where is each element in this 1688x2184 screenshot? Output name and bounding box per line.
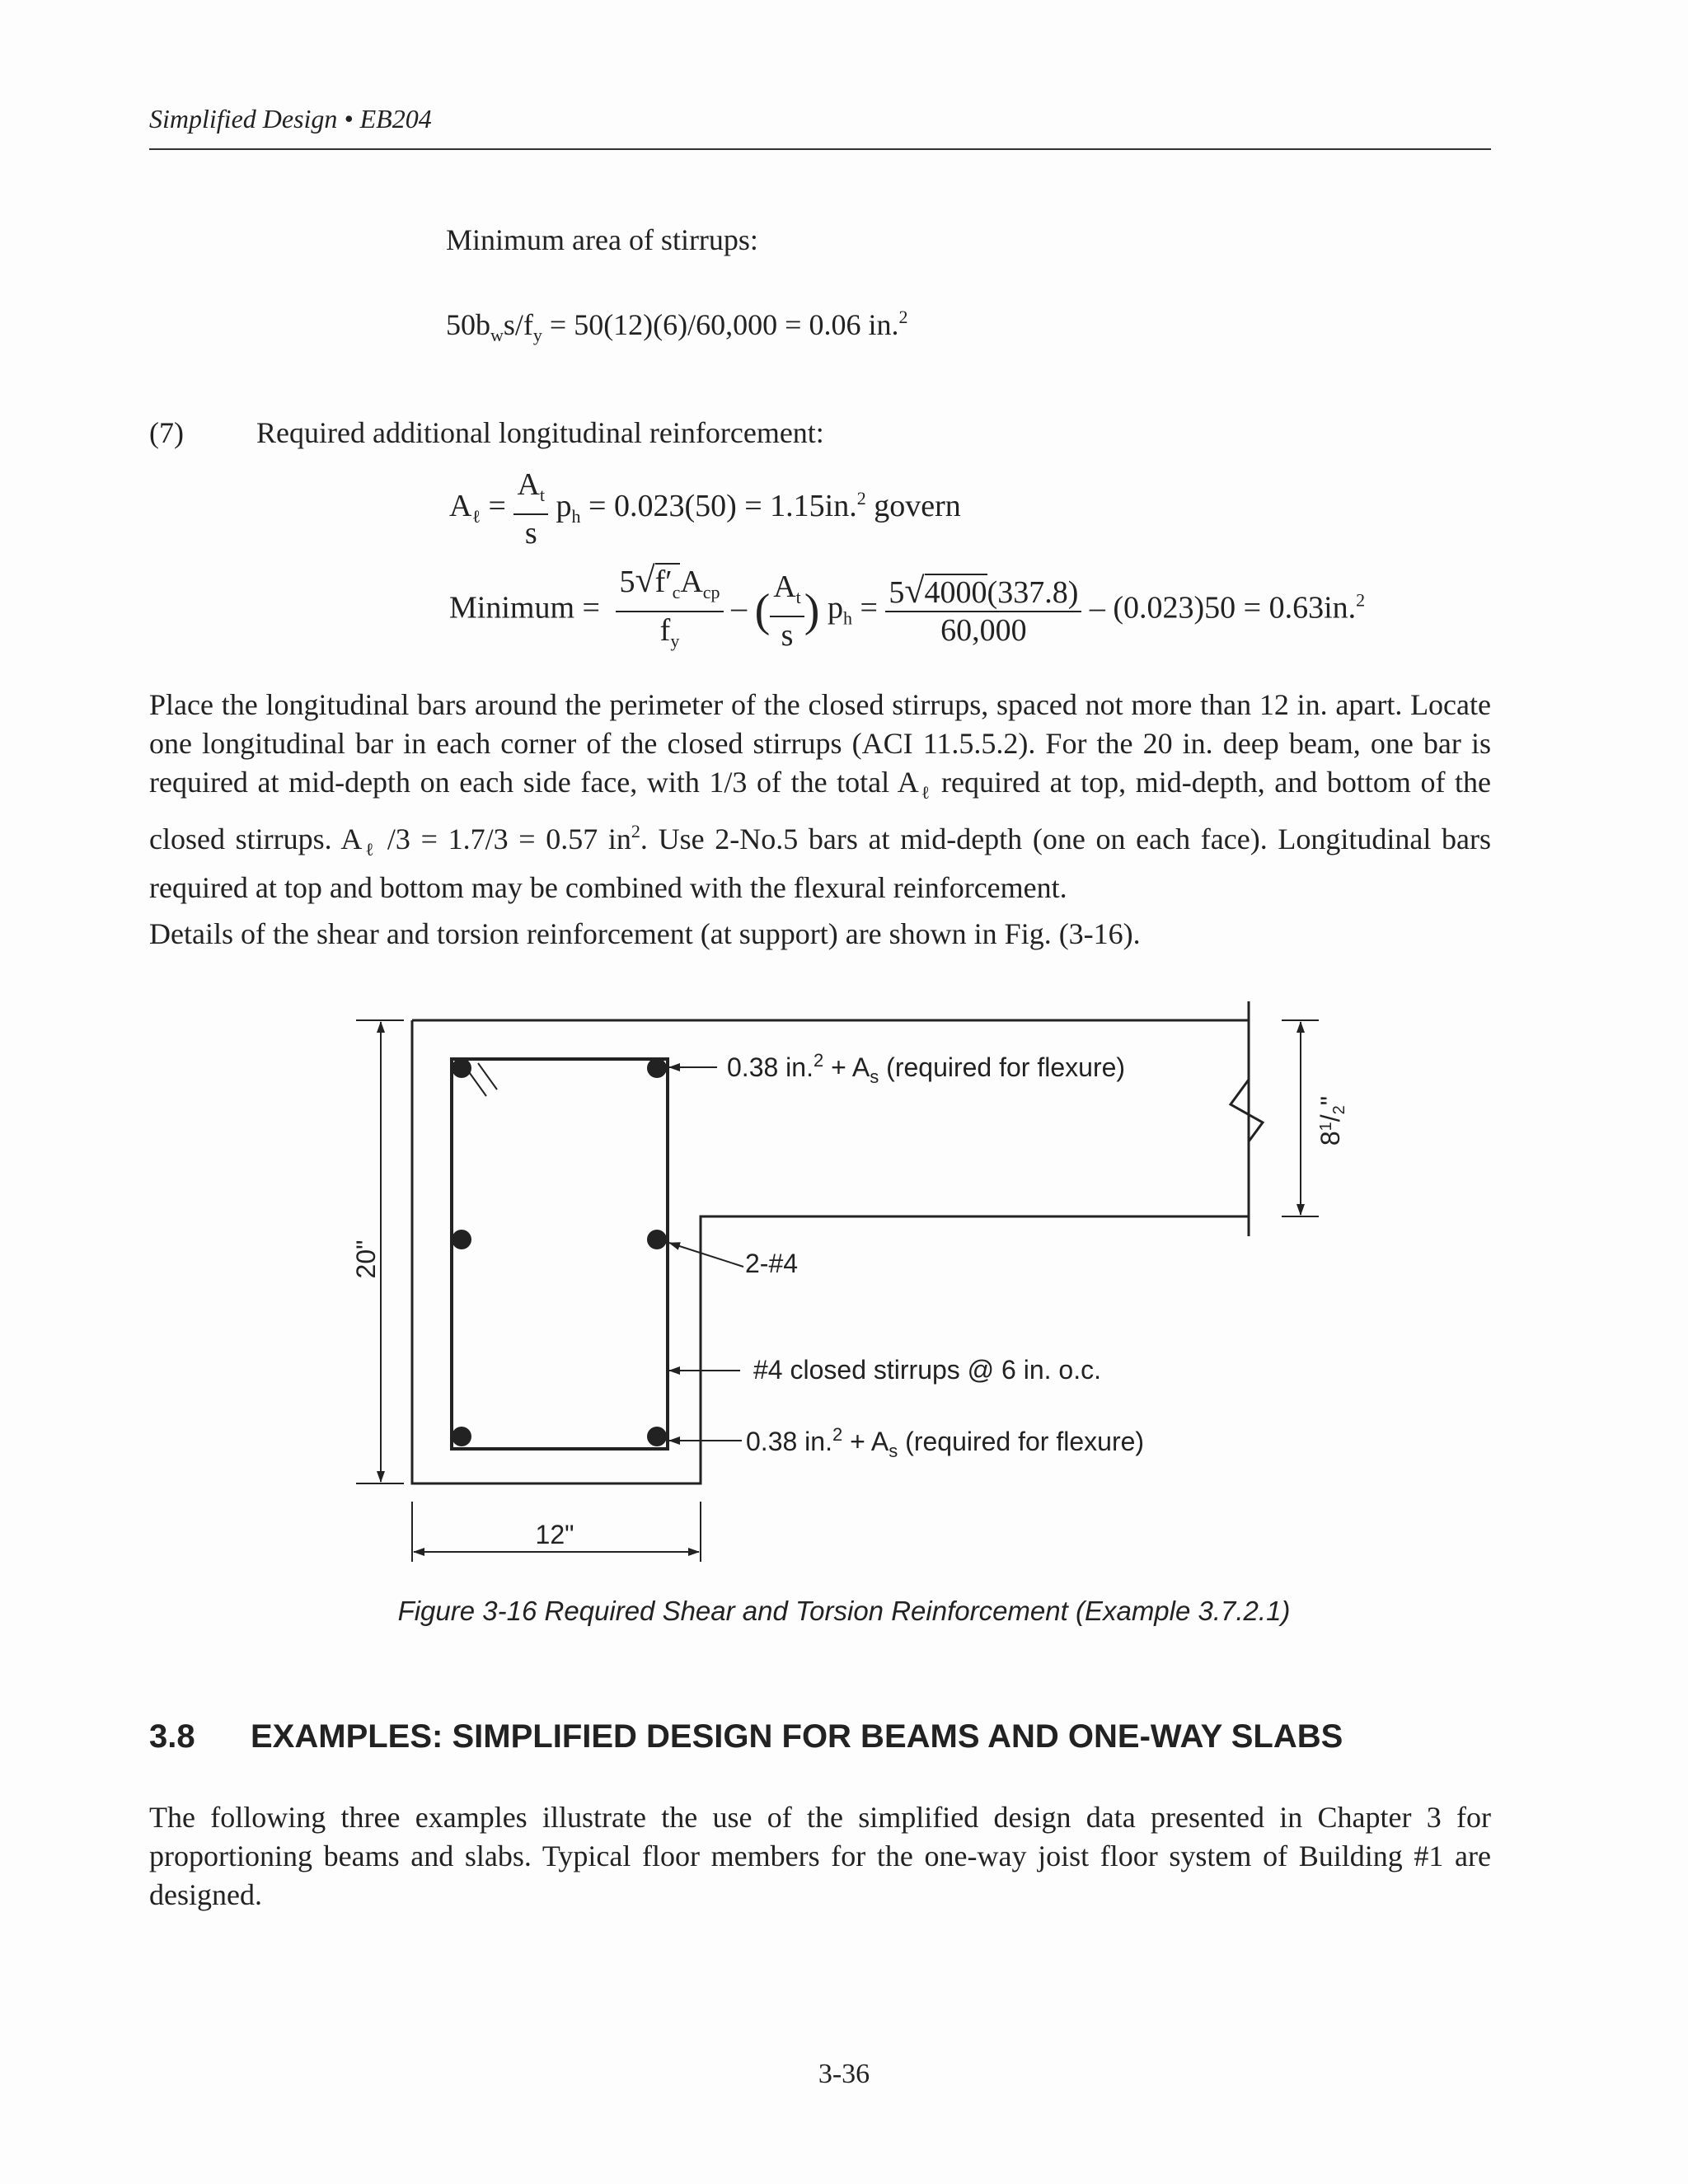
concrete-outline: [412, 1020, 1249, 1483]
rebar-top-left: [452, 1058, 471, 1078]
label-top-bars: 0.38 $in.^2 + A_s$ (required for flexure): [727, 1050, 1126, 1087]
section-title: EXAMPLES: SIMPLIFIED DESIGN FOR BEAMS AND ONE-WAY SLABS: [251, 1718, 1343, 1755]
fraction-at-s: $\frac{A_t}{s}$: [513, 466, 548, 551]
section-number: 3.8: [149, 1718, 195, 1755]
stirrup-hook: [478, 1063, 497, 1090]
rebar-bottom-left: [452, 1427, 471, 1446]
step-title: Required additional longitudinal reinforcement:: [256, 416, 824, 449]
closed-stirrup: [452, 1059, 668, 1449]
beam-section-figure: [0, 981, 1688, 1574]
stirrup-hook: [467, 1070, 486, 1096]
rebar-bottom-right: [647, 1427, 667, 1446]
rebar-mid-left: [452, 1230, 471, 1249]
running-header: Simplified Design • EB204: [149, 104, 432, 134]
step-number: (7): [149, 416, 184, 449]
leader-mid: [669, 1243, 743, 1267]
section-body: The following three examples illustrate the use of the simplified design data presented in Chapter 3 for proportioning beams and slabs. Typical floor members for the one-way joist floor system of Building #1 are designed.: [149, 1801, 1491, 1911]
fraction-torsion-limit: $\frac{5√f'_cA_{cp}}{f_y}$: [616, 562, 723, 659]
label-mid-bars: 2-#4: [745, 1249, 799, 1278]
paragraph-figure-reference: Details of the shear and torsion reinforcement (at support) are shown in Fig. (3-16).: [149, 917, 1141, 950]
equation-al: $A_\ell$ = $\frac{A_t}{s}$ $p_h = 0.023(50) = 1.15in.^2$ govern: [449, 467, 961, 551]
break-symbol: [1231, 1080, 1263, 1141]
equation-minimum: Minimum = $\frac{5√f'_cA_{cp}}{f_y}$ – ( $\frac{A_t}{s}$ ) $p_h$ = $\frac{5√4000(337.8)}{60,000}$ – (0.023)50 = 0.63in.$^2$: [449, 562, 1365, 659]
fraction-at-s-paren: $\frac{A_t}{s}$: [770, 569, 804, 654]
label-stirrups: #4 closed stirrups @ 6 in. o.c.: [753, 1355, 1101, 1385]
paragraph-longitudinal-bars: Place the longitudinal bars around the perimeter of the closed stirrups, spaced not more than 12 in. apart. Locate one longitudinal bar in each corner of the closed stirrups (ACI 11.5.5.2). For the 20 in. deep beam, one bar is required at mid-depth on each side face, with 1/3 of the total $A_\ell$ required at top, mid-depth, and bottom of the closed stirrups. $A_\ell$ /3 = 1.7/3 = 0.57 $in^2$. Use 2-No.5 bars at mid-depth (one on each face). Longitudinal bars required at top and bottom may be combined with the flexural reinforcement.: [149, 688, 1491, 904]
header-rule: [149, 148, 1491, 150]
page-number: 3-36: [818, 2059, 870, 2089]
stirrups-formula: $50b_ws/f_y = 50(12)(6)/60,000 = 0.06$ in.$^2$: [446, 307, 908, 345]
section-heading: [149, 1718, 1343, 1755]
stirrups-label: Minimum area of stirrups:: [446, 223, 758, 256]
fraction-numeric: $\frac{5√4000(337.8)}{60,000}$: [885, 573, 1081, 649]
rebar-top-right: [647, 1058, 667, 1078]
dim-height-label: 20": [351, 1240, 381, 1279]
dim-slab-label: $8^1/2$": [1315, 1095, 1348, 1146]
rebar-mid-right: [647, 1230, 667, 1249]
label-bottom-bars: 0.38 $in.^2 + A_s$ (required for flexure): [746, 1424, 1145, 1461]
dim-width-label: 12": [535, 1520, 574, 1549]
figure-caption: Figure 3-16 Required Shear and Torsion Reinforcement (Example 3.7.2.1): [397, 1596, 1291, 1626]
